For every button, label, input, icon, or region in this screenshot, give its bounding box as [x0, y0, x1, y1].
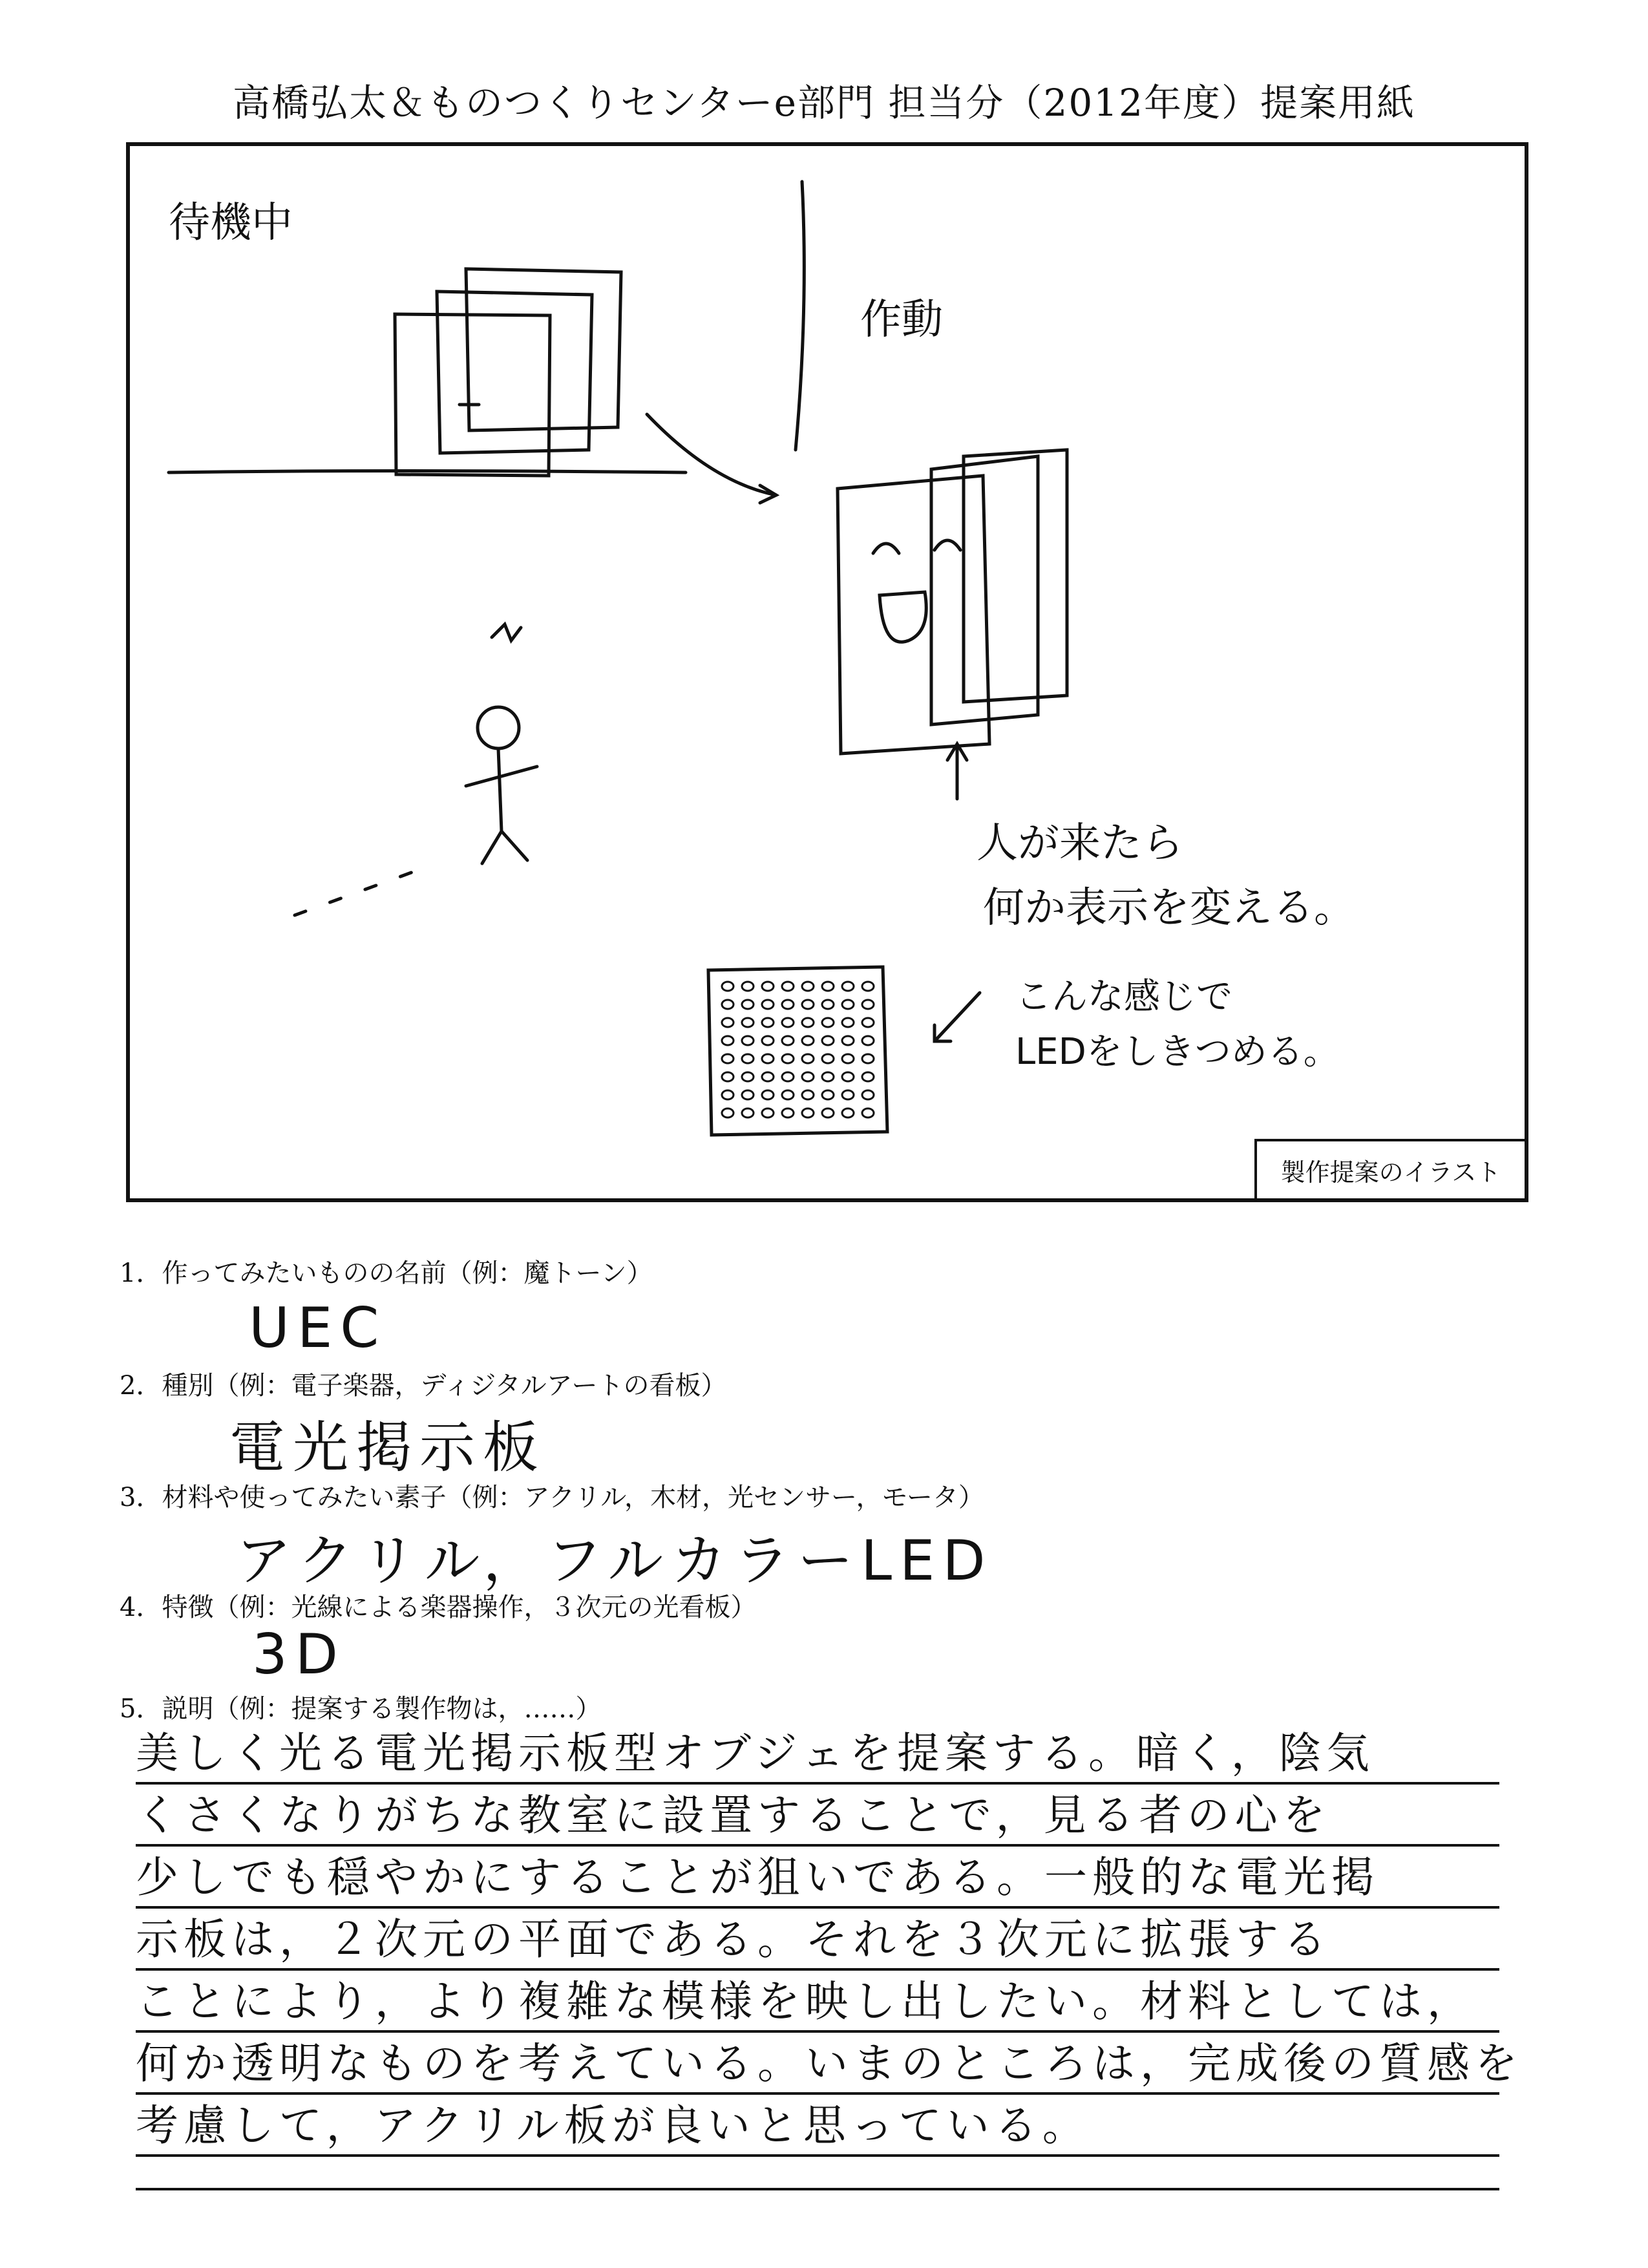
- active-panel-back: [964, 450, 1067, 702]
- active-panel-front: [838, 476, 989, 754]
- led-dot: [802, 1018, 814, 1027]
- led-dot: [822, 1072, 834, 1081]
- active-face-mouth: [880, 592, 926, 642]
- led-matrix-dots: [722, 982, 874, 1118]
- label-standby: 待機中: [169, 199, 293, 247]
- led-dot: [722, 1036, 734, 1045]
- led-dot: [782, 1054, 794, 1063]
- led-dot: [842, 1018, 854, 1027]
- led-dot: [842, 1108, 854, 1118]
- led-pointer-arrow: [935, 993, 980, 1041]
- led-dot: [782, 1072, 794, 1081]
- led-dot: [782, 982, 794, 991]
- question-1-answer: UEC: [249, 1296, 387, 1361]
- led-dot: [782, 1108, 794, 1118]
- led-dot: [822, 982, 834, 991]
- description-line: ことにより，より複雑な模様を映し出したい。材料としては，: [136, 1971, 1499, 2033]
- led-dot: [742, 1018, 754, 1027]
- question-3-answer: アクリル，フルカラーLED: [236, 1529, 993, 1593]
- led-dot: [722, 982, 734, 991]
- question-1-label: 1．作ってみたいものの名前（例：魔トーン）: [120, 1258, 653, 1288]
- led-dot: [722, 1018, 734, 1027]
- led-dot: [802, 1090, 814, 1099]
- description-line: 美しく光る電光掲示板型オブジェを提案する。暗く，陰気: [136, 1722, 1499, 1785]
- led-dot: [742, 982, 754, 991]
- person-path-dashes: [295, 867, 427, 915]
- led-dot: [762, 1108, 774, 1118]
- led-dot: [782, 1018, 794, 1027]
- led-dot: [722, 1054, 734, 1063]
- led-dot: [742, 1000, 754, 1009]
- led-dot: [762, 1000, 774, 1009]
- led-dot: [862, 1036, 874, 1045]
- led-dot: [742, 1072, 754, 1081]
- label-active: 作動: [860, 296, 943, 344]
- led-dot: [802, 1036, 814, 1045]
- led-dot: [762, 1036, 774, 1045]
- person-head: [478, 707, 519, 748]
- led-dot: [782, 1000, 794, 1009]
- active-face-eye-left: [873, 544, 899, 553]
- led-dot: [862, 982, 874, 991]
- transition-arrow: [647, 414, 776, 495]
- question-4-answer: 3D: [252, 1622, 346, 1687]
- led-dot: [762, 1054, 774, 1063]
- led-dot: [762, 1018, 774, 1027]
- led-dot: [782, 1036, 794, 1045]
- question-2-label: 2．種別（例：電子楽器，ディジタルアートの看板）: [120, 1371, 727, 1401]
- led-dot: [842, 1072, 854, 1081]
- led-dot: [842, 1036, 854, 1045]
- led-dot: [762, 1090, 774, 1099]
- led-dot: [862, 1054, 874, 1063]
- led-dot: [822, 1018, 834, 1027]
- led-dot: [802, 1108, 814, 1118]
- illustration-sketch: [130, 146, 1525, 1198]
- page-title: 高橋弘太＆ものつくりセンターe部門 担当分（2012年度）提案用紙: [232, 81, 1416, 125]
- person-body: [466, 748, 537, 864]
- label-led-2: LEDをしきつめる。: [1015, 1031, 1340, 1073]
- label-human-1: 人が来たら: [977, 820, 1183, 867]
- illustration-frame: [126, 142, 1528, 1202]
- description-line: くさくなりがちな教室に設置することで，見る者の心を: [136, 1785, 1499, 1847]
- led-dot: [842, 1054, 854, 1063]
- led-dot: [802, 982, 814, 991]
- led-dot: [782, 1090, 794, 1099]
- up-arrow: [947, 744, 967, 799]
- question-5-label: 5．説明（例：提案する製作物は，……）: [120, 1694, 602, 1724]
- description-line: 少しでも穏やかにすることが狙いである。一般的な電光掲: [136, 1847, 1499, 1909]
- person-motion-mark: [492, 624, 521, 641]
- illustration-caption: 製作提案のイラスト: [1254, 1139, 1525, 1198]
- floor-line: [169, 471, 686, 473]
- led-dot: [742, 1036, 754, 1045]
- label-human-2: 何か表示を変える。: [983, 884, 1355, 932]
- led-dot: [862, 1072, 874, 1081]
- led-dot: [862, 1090, 874, 1099]
- description-line: 何か透明なものを考えている。いまのところは，完成後の質感を: [136, 2033, 1499, 2095]
- led-dot: [802, 1000, 814, 1009]
- led-dot: [762, 982, 774, 991]
- led-dot: [742, 1090, 754, 1099]
- question-2-answer: 電光掲示板: [229, 1415, 546, 1480]
- led-dot: [762, 1072, 774, 1081]
- description-blank-line: [136, 2188, 1499, 2190]
- question-3-label: 3．材料や使ってみたい素子（例：アクリル，木材，光センサー，モータ）: [120, 1483, 984, 1512]
- led-dot: [862, 1000, 874, 1009]
- led-dot: [842, 982, 854, 991]
- led-dot: [802, 1072, 814, 1081]
- led-dot: [742, 1054, 754, 1063]
- led-dot: [822, 1090, 834, 1099]
- led-dot: [862, 1108, 874, 1118]
- led-dot: [822, 1036, 834, 1045]
- led-dot: [722, 1000, 734, 1009]
- led-dot: [722, 1108, 734, 1118]
- description-line: 示板は，２次元の平面である。それを３次元に拡張する: [136, 1909, 1499, 1971]
- led-dot: [822, 1108, 834, 1118]
- active-face-eye-right: [935, 540, 960, 550]
- led-dot: [742, 1108, 754, 1118]
- led-dot: [842, 1090, 854, 1099]
- description-line: 考慮して，アクリル板が良いと思っている。: [136, 2095, 1499, 2157]
- led-dot: [822, 1054, 834, 1063]
- question-4-label: 4．特徴（例：光線による楽器操作，３次元の光看板）: [120, 1593, 757, 1622]
- divider-line: [796, 182, 804, 450]
- led-matrix-outline: [708, 967, 887, 1135]
- led-dot: [722, 1090, 734, 1099]
- led-dot: [862, 1018, 874, 1027]
- led-dot: [722, 1072, 734, 1081]
- led-dot: [802, 1054, 814, 1063]
- led-dot: [822, 1000, 834, 1009]
- led-dot: [842, 1000, 854, 1009]
- label-led-1: こんな感じで: [1015, 976, 1232, 1018]
